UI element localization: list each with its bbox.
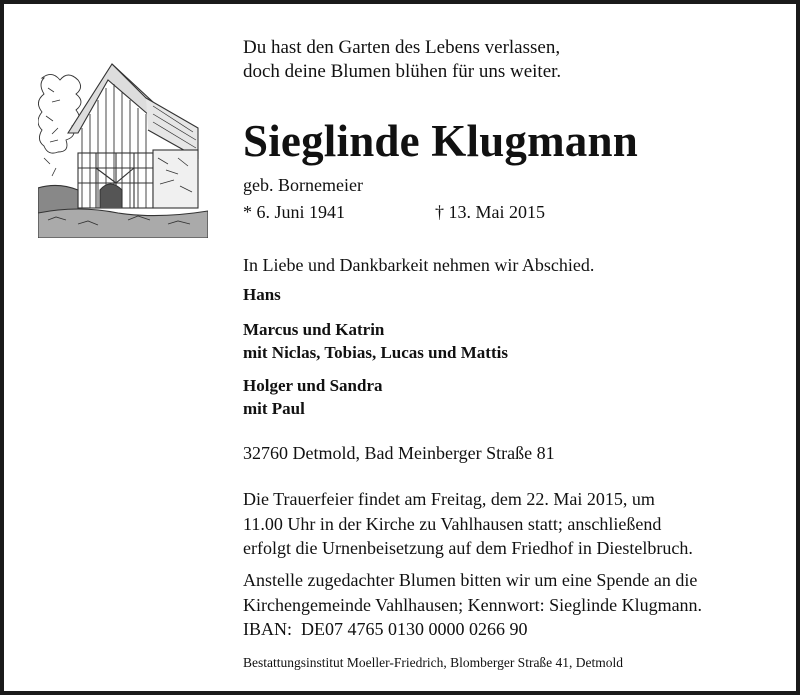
donation-line: Kirchengemeinde Vahlhausen; Kennwort: Sieglinde Klugmann. <box>243 594 703 615</box>
service-details <box>243 487 693 561</box>
funeral-home-info: Bestattungsinstitut Moeller-Friedrich, Blomberger Straße 41, Detmold <box>243 655 624 670</box>
service-line: Die Trauerfeier findet am Freitag, dem 22. Mai 2015, um <box>243 489 655 509</box>
motto-line-1: Du hast den Garten des Lebens verlassen, <box>243 37 561 58</box>
service-line: erfolgt die Urnenbeisetzung auf dem Friedhof in Diestelbruch. <box>243 538 693 558</box>
donation-line: Anstelle zugedachter Blumen bitten wir um eine Spende an die <box>243 570 698 590</box>
mourner-line: mit Niclas, Tobias, Lucas und Mattis <box>243 343 508 362</box>
death-date: † 13. Mai 2015 <box>435 202 545 222</box>
maiden-name: geb. Bornemeier <box>243 175 363 195</box>
family-address: 32760 Detmold, Bad Meinberger Straße 81 <box>243 443 555 463</box>
mourner-line: Marcus und Katrin <box>243 320 385 339</box>
iban-line: IBAN: DE07 4765 0130 0000 0266 90 <box>243 619 528 639</box>
mourner-line: Holger und Sandra <box>243 376 383 395</box>
service-line: 11.00 Uhr in der Kirche zu Vahlhausen statt; anschließend <box>243 513 662 534</box>
farewell-text: In Liebe und Dankbarkeit nehmen wir Abschied. <box>243 255 595 275</box>
donation-details <box>243 568 702 642</box>
mourner-family-marcus <box>243 318 508 364</box>
memorial-motto <box>243 36 561 84</box>
motto-line-2: doch deine Blumen blühen für uns weiter. <box>243 61 562 82</box>
mourner-line: mit Paul <box>243 399 305 418</box>
birth-date: * 6. Juni 1941 <box>243 202 346 222</box>
mourner-hans: Hans <box>243 285 281 304</box>
mourner-family-holger <box>243 374 383 420</box>
half-timbered-barn-sketch-icon <box>38 58 208 238</box>
deceased-name: Sieglinde Klugmann <box>243 116 638 166</box>
